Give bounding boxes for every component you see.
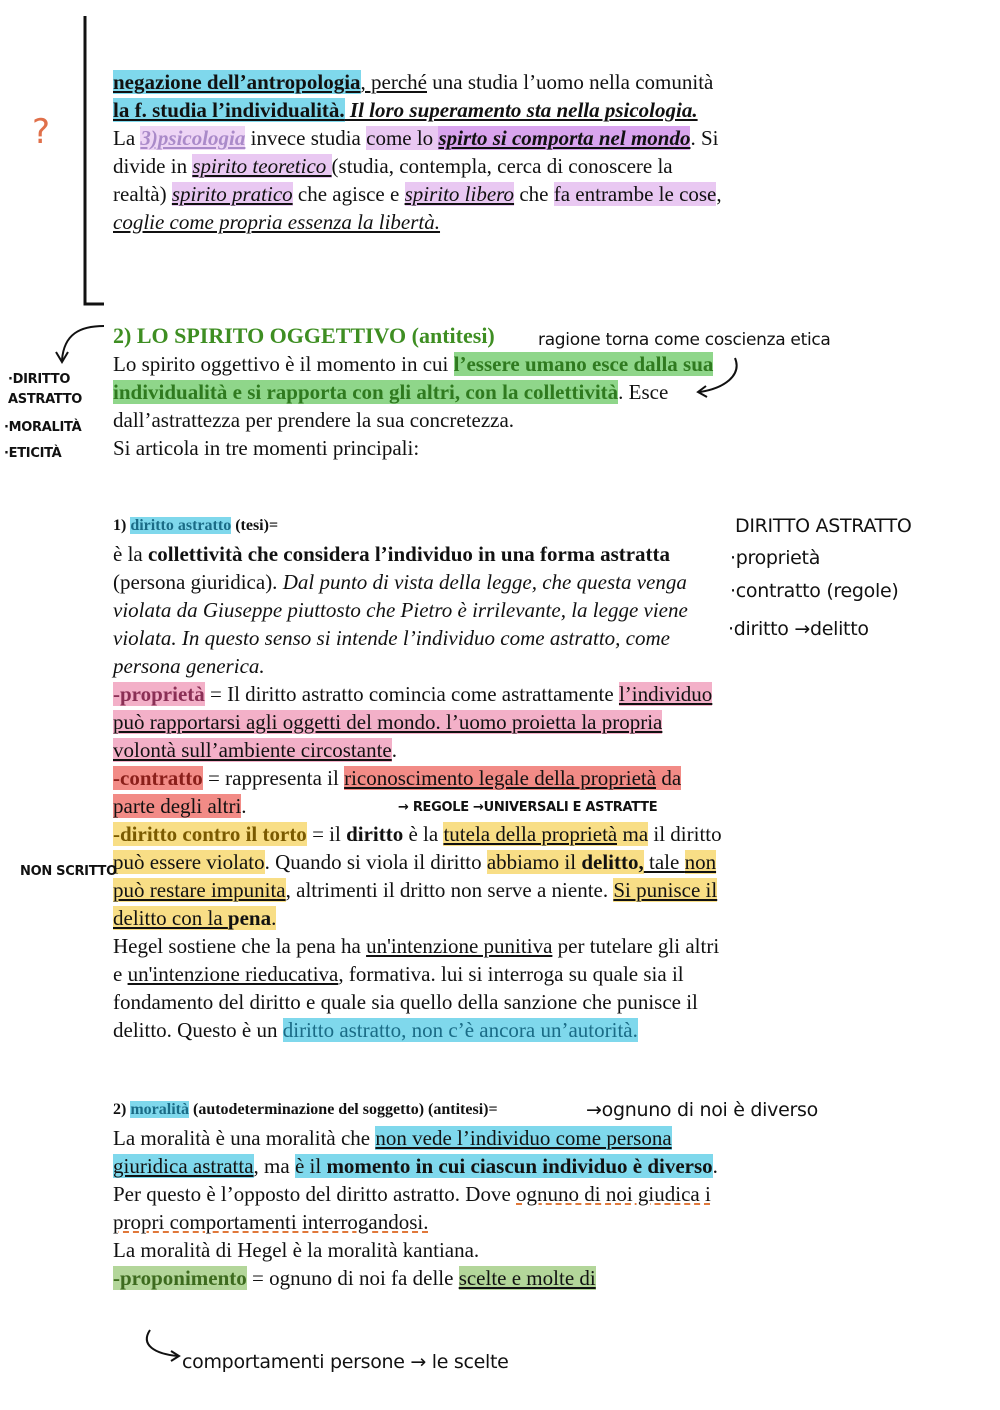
handwritten-bottom: comportamenti persone → le scelte	[182, 1351, 509, 1373]
highlight-come-lo: come lo	[366, 126, 439, 150]
top-paragraph-2	[113, 124, 723, 236]
highlight-scelte: scelte e molte di	[458, 1266, 596, 1290]
text: , formativa. lui si interroga su quale sia il fondamento del diritto e quale sia quello della sanzione che punisce il delitto. Questo è un	[113, 962, 698, 1042]
moralita-definition	[113, 1124, 723, 1236]
handwritten-box-proprieta: ·proprietà	[730, 547, 821, 569]
text: Hegel sostiene che la pena ha	[113, 934, 367, 958]
highlight-delitto: delitto,	[581, 850, 644, 874]
handwritten-regole: → REGOLE →UNIVERSALI E ASTRATTE	[398, 800, 658, 815]
text-superamento: Il loro superamento sta nella psicologia.	[344, 98, 698, 122]
text: . Quando si viola il diritto	[264, 850, 487, 874]
highlight-contratto: -contratto	[113, 766, 203, 790]
highlight-diritto-torto: -diritto contro il torto	[113, 822, 307, 846]
text-perche: , perché	[360, 70, 427, 94]
text: (studia, contempla, cerca di conoscere la realtà)	[113, 154, 673, 206]
highlight-moralita: moralità	[130, 1101, 189, 1118]
text: per tutelare gli altri e	[113, 934, 720, 986]
text: diritto	[346, 822, 404, 846]
highlight-diritto-astratto: diritto astratto	[130, 517, 232, 534]
moralita-proponimento	[113, 1264, 723, 1292]
highlight-e-il: è il	[294, 1154, 327, 1178]
text: (persona giuridica).	[113, 570, 283, 594]
diritto-definition	[113, 540, 723, 680]
handwritten-ognuno: →ognuno di noi è diverso	[586, 1099, 818, 1121]
text: .	[391, 738, 397, 762]
top-paragraph-1	[113, 68, 723, 124]
highlight-violato: può essere violato	[113, 850, 265, 874]
highlight-spirito-pratico: spirito pratico	[171, 182, 293, 206]
highlight-abbiamo: abbiamo il	[486, 850, 582, 874]
highlight-punisce: Si punisce il delitto con la	[113, 878, 718, 930]
highlight-spirito-libero: spirito libero	[404, 182, 515, 206]
text: = rappresenta il	[202, 766, 345, 790]
highlight-antropologia: negazione dell’antropologia	[113, 70, 361, 94]
highlight-riconoscimento: riconoscimento legale della proprietà	[344, 766, 657, 790]
highlight-psicologia: 3)psicologia	[140, 126, 246, 150]
highlight-ma: ma	[617, 822, 649, 846]
text: , ma	[253, 1154, 295, 1178]
text-legge: Dal punto di vista della legge, che questa venga violata da Giuseppe piuttosto che Pietro è irrilevante, la legge viene violata. In questo senso si intende l’individuo come astratto, come persona generica.	[113, 570, 688, 678]
text-comunita: una studia l’uomo nella comunità	[427, 70, 714, 94]
highlight-individuo-oggetti: l’individuo può rapportarsi agli oggetti del mondo. l’uomo proietta la propria volontà sull’ambiente circostante	[113, 682, 713, 762]
handwritten-box-diritto: ·diritto →delitto	[728, 618, 869, 640]
text: , altrimenti il dritto non serve a niente.	[285, 878, 614, 902]
text: . Esce dall’astrattezza per prendere la sua concretezza.	[113, 380, 669, 432]
text: La	[113, 126, 141, 150]
text: (autodeterminazione del soggetto) (antitesi)=	[188, 1101, 498, 1118]
handwritten-eticita: ·ETICITÀ	[4, 446, 62, 461]
text: Lo spirito oggettivo è il momento in cui	[113, 352, 454, 376]
text: . Si divide in	[113, 126, 719, 178]
text: 1)	[113, 517, 131, 534]
highlight-impunita: non può restare impunita	[113, 850, 717, 902]
text-rieducativa: un'intenzione rieducativa	[127, 962, 339, 986]
highlight-persona-giuridica: non vede l’individuo come persona giuridica astratta	[113, 1126, 672, 1178]
highlight-altri: da parte degli altri	[113, 766, 682, 818]
text: invece studia	[245, 126, 367, 150]
highlight-essere-umano: l’essere umano esce dalla sua individualità e si rapporta con gli altri, con la collettività	[113, 352, 714, 404]
highlight-entrambe: fa entrambe le cose	[553, 182, 717, 206]
text-collettivita: collettività che considera l’individuo in una forma astratta	[147, 542, 671, 566]
handwritten-box-contratto: ·contratto (regole)	[730, 580, 899, 602]
section-intro-2: Si articola in tre momenti principali:	[113, 436, 420, 460]
text: = ognuno di noi fa delle	[246, 1266, 459, 1290]
text: che	[514, 182, 554, 206]
text: = il	[306, 822, 347, 846]
text-giudica: ognuno di noi giudica i propri comportamenti interrogandosi.	[113, 1182, 711, 1234]
handwritten-ragione: ragione torna come coscienza etica	[538, 330, 831, 350]
text: tale	[643, 850, 685, 874]
highlight-ciascun-individuo: momento in cui ciascun individuo è diverso	[326, 1154, 713, 1178]
text: il diritto	[648, 822, 722, 846]
highlight-spirito-teoretico: spirito teoretico	[192, 154, 332, 178]
text: è la	[113, 542, 148, 566]
highlight-period: .	[271, 906, 277, 930]
highlight-proprieta: -proprietà	[113, 682, 205, 706]
text: che agisce e	[292, 182, 405, 206]
section-moralita	[113, 1096, 723, 1292]
highlight-pena: pena	[227, 906, 272, 930]
section-diritto-astratto	[113, 512, 723, 1044]
highlight-individualita: la f. studia l’individualità.	[113, 98, 345, 122]
bracket-line	[85, 16, 104, 304]
text: La moralità è una moralità che	[113, 1126, 376, 1150]
moralita-kantiana: La moralità di Hegel è la moralità kantiana.	[113, 1238, 480, 1262]
text: è la	[403, 822, 444, 846]
diritto-hegel	[113, 932, 723, 1044]
diritto-proprieta	[113, 680, 723, 764]
text: 2)	[113, 1101, 131, 1118]
handwritten-astratto: ASTRATTO	[8, 392, 83, 407]
text-punitiva: un'intenzione punitiva	[366, 934, 553, 958]
question-mark: ?	[32, 112, 51, 152]
highlight-tutela: tutela della proprietà	[443, 822, 618, 846]
highlight-proponimento: -proponimento	[113, 1266, 247, 1290]
text: . Per questo è l’opposto del diritto astratto. Dove	[113, 1154, 718, 1206]
diritto-heading	[113, 512, 723, 540]
handwritten-box-title: DIRITTO ASTRATTO	[735, 515, 912, 537]
text-liberta: coglie come propria essenza la libertà.	[113, 210, 441, 234]
handwritten-non-scritto: NON SCRITTO	[20, 864, 117, 879]
highlight-spirito-mondo: spirto si comporta nel mondo	[438, 126, 691, 150]
text: = Il diritto astratto comincia come astrattamente	[204, 682, 619, 706]
handwritten-moralita: ·MORALITÀ	[4, 420, 82, 435]
text: .	[241, 794, 247, 818]
text: (tesi)=	[231, 517, 279, 534]
highlight-autorita: diritto astratto, non c’è ancora un’autorità.	[282, 1018, 638, 1042]
curved-arrow-left	[62, 326, 104, 360]
section-intro	[113, 350, 723, 434]
diritto-torto	[113, 820, 723, 932]
top-block	[113, 68, 723, 236]
handwritten-diritto: ·DIRITTO	[8, 372, 71, 387]
text: ,	[716, 182, 722, 206]
section-title: 2) LO SPIRITO OGGETTIVO (antitesi)	[113, 323, 495, 348]
